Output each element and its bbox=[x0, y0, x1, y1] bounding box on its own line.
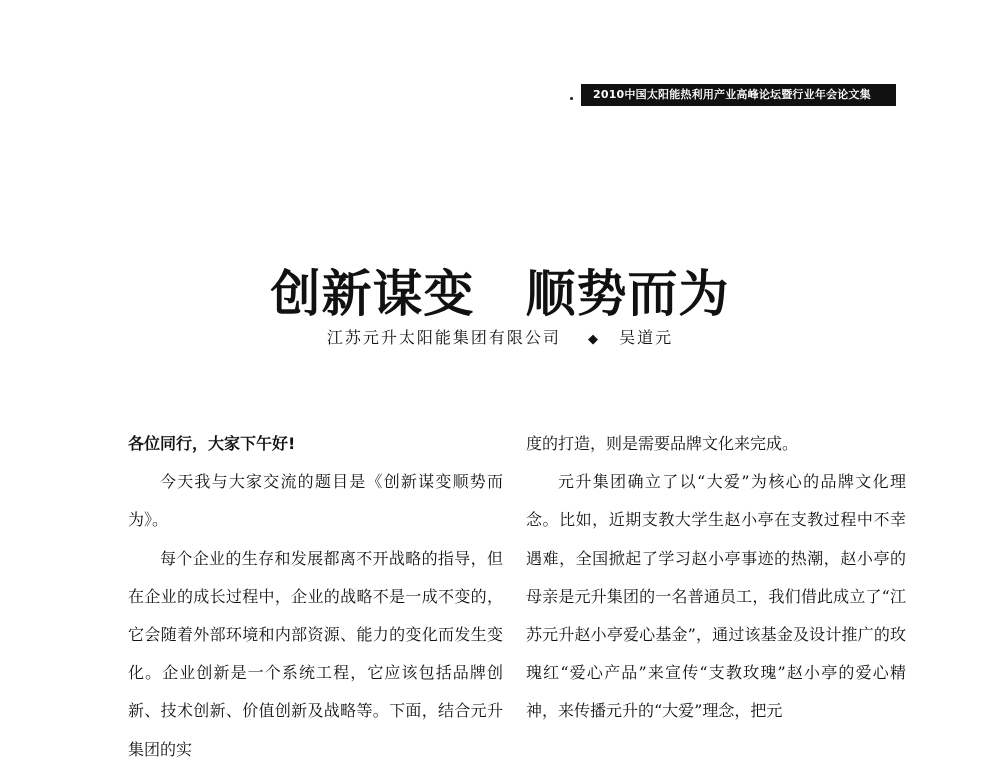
article-byline bbox=[0, 326, 1000, 352]
body-column-left bbox=[128, 425, 503, 769]
body-column-right bbox=[526, 425, 906, 731]
running-header-banner: 2010中国太阳能热利用产业高峰论坛暨行业年会论文集 bbox=[581, 84, 896, 106]
article-title: 创新谋变 顺势而为 bbox=[270, 263, 730, 323]
body-paragraph: 每个企业的生存和发展都离不开战略的指导，但在企业的成长过程中，企业的战略不是一成不变的，它会随着外部环境和内部资源、能力的变化而发生变化。企业创新是一个系统工程，它应该包括品牌创新、技术创新、价值创新及战略等。下面，结合元升集团的实 bbox=[128, 548, 503, 759]
byline-diamond-icon: ◆ bbox=[588, 332, 600, 347]
body-paragraph-continued: 度的打造，则是需要品牌文化来完成。 bbox=[526, 434, 799, 453]
header-dot-mark bbox=[570, 97, 573, 100]
author-name: 吴道元 bbox=[619, 328, 674, 347]
author-organization: 江苏元升太阳能集团有限公司 bbox=[326, 328, 561, 347]
greeting-paragraph: 各位同行，大家下午好! bbox=[128, 434, 296, 453]
body-paragraph: 元升集团确立了以“大爱”为核心的品牌文化理念。比如，近期支教大学生赵小亭在支教过程中不幸遇难，全国掀起了学习赵小亭事迹的热潮，赵小亭的母亲是元升集团的一名普通员工，我们借此成立了“江苏元升赵小亭爱心基金”，通过该基金及设计推广的玫瑰红“爱心产品”来宣传“支教玫瑰”赵小亭的爱心精神，来传播元升的“大爱”理念，把元 bbox=[526, 472, 906, 721]
body-paragraph: 今天我与大家交流的题目是《创新谋变顺势而为》。 bbox=[128, 472, 503, 530]
